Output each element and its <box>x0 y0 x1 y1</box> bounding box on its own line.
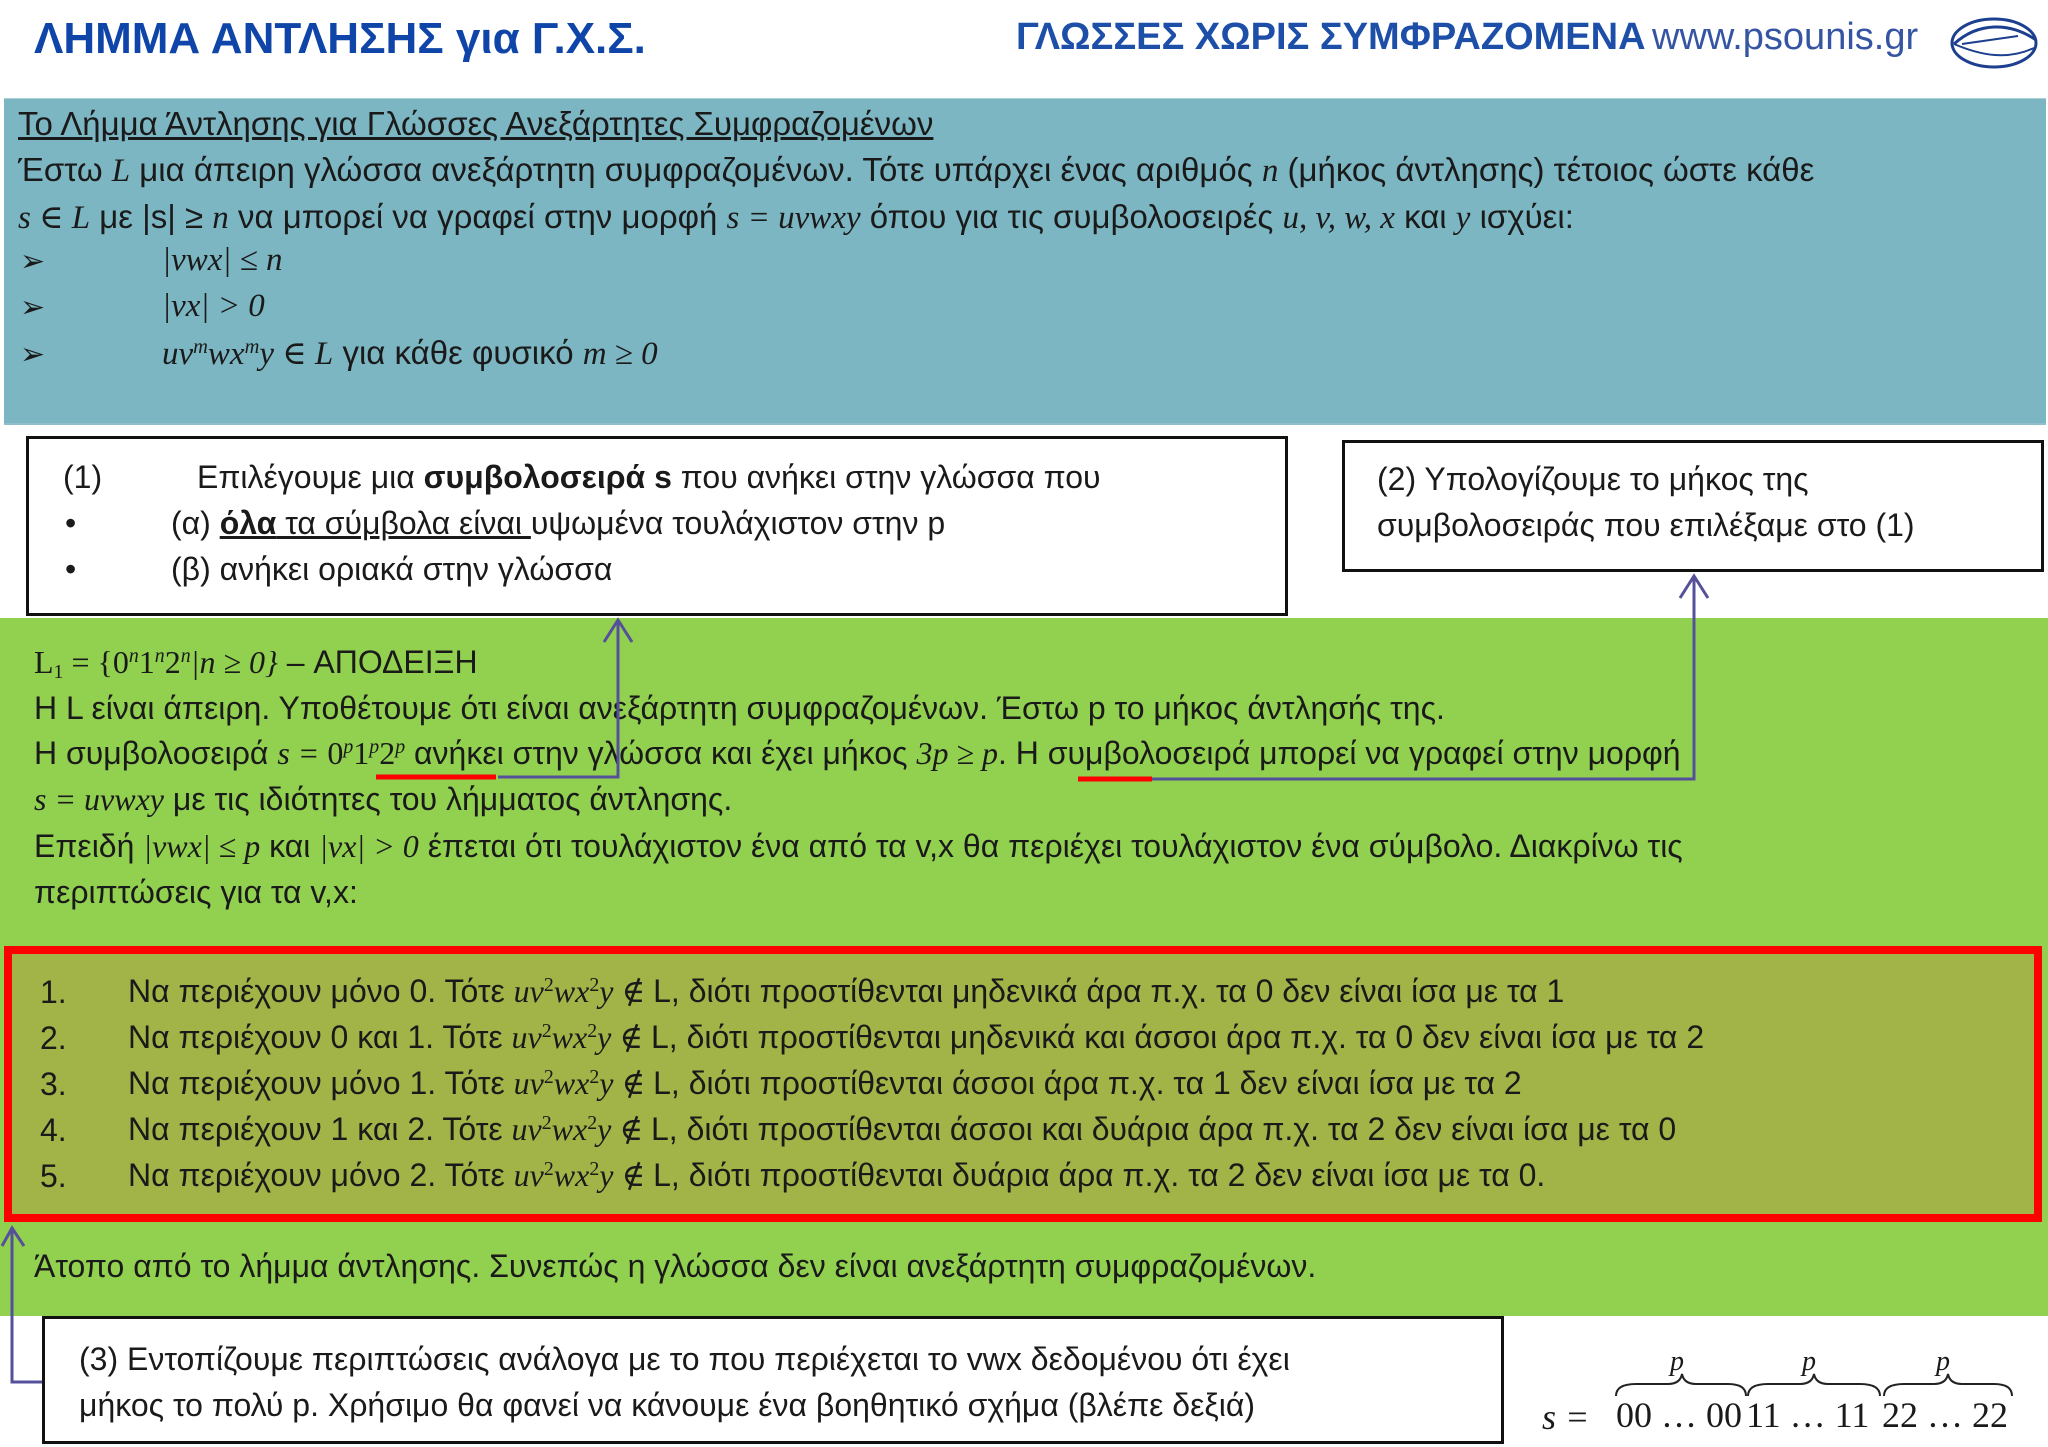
proof-line-2: Η L είναι άπειρη. Υποθέτουμε ότι είναι ανεξάρτητη συμφραζομένων. Έστω p το μήκος άντλησής της. <box>34 690 1445 726</box>
case-number: 2. <box>40 1020 67 1056</box>
diagram-segment-twos: 22 … 22 <box>1882 1395 2008 1435</box>
condition-1: |vwx| ≤ n <box>162 242 283 278</box>
bullet-dot-icon: • <box>65 551 77 587</box>
site-url: www.psounis.gr <box>1652 16 1919 58</box>
proof-conclusion: Άτοπο από το λήμμα άντλησης. Συνεπώς η γλώσσα δεν είναι ανεξάρτητη συμφραζομένων. <box>34 1248 1317 1284</box>
step-1-number: (1) <box>63 459 103 495</box>
proof-line-5: Επειδή |vwx| ≤ p και |vx| > 0 έπεται ότι τουλάχιστον ένα από τα v,x θα περιέχει τουλάχιστον ένα σύμβολο. Διακρίνω τις <box>34 828 1683 864</box>
cases-box <box>4 946 2042 1222</box>
brace-label-p: p <box>1802 1346 1816 1377</box>
step-1-intro: Επιλέγουμε μια συμβολοσειρά s που ανήκει στην γλώσσα που <box>197 459 1101 495</box>
brace-label-p: p <box>1670 1346 1684 1377</box>
step-2-line-2: συμβολοσειράς που επιλέξαμε στο (1) <box>1377 507 1915 543</box>
case-number: 5. <box>40 1158 67 1194</box>
step-1-item-b: (β) ανήκει οριακά στην γλώσσα <box>171 551 613 587</box>
theorem-title: Το Λήμμα Άντλησης για Γλώσσες Ανεξάρτητες Συμφραζομένων <box>18 105 934 142</box>
psounis-logo-icon <box>1948 14 2040 72</box>
diagram-segment-ones: 11 … 11 <box>1746 1395 1870 1435</box>
string-diagram <box>1536 1346 2048 1446</box>
case-item: Να περιέχουν 1 και 2. Τότε $uv^2wx^2y$ ∉ L, διότι προστίθενται άσσοι και δυάρια άρα π.χ. τα 2 δεν είναι ίσα με τα 0 <box>128 1111 1677 1147</box>
step-3-line-1: (3) Εντοπίζουμε περιπτώσεις ανάλογα με το που περιέχεται το vwx δεδομένου ότι έχει <box>79 1341 1290 1377</box>
overbrace-icon <box>1536 1346 2048 1446</box>
case-item: Να περιέχουν 0 και 1. Τότε $uv^2wx^2y$ ∉ L, διότι προστίθενται μηδενικά και άσσοι άρα π.χ. τα 0 δεν είναι ίσα με τα 2 <box>128 1019 1705 1055</box>
proof-line-6: περιπτώσεις για τα v,x: <box>34 874 358 910</box>
slide-title: ΛΗΜΜΑ ΑΝΤΛΗΣΗΣ για Γ.Χ.Σ. <box>34 14 646 63</box>
step-1-item-a: (α) όλα τα σύμβολα είναι υψωμένα τουλάχιστον στην p <box>171 505 946 541</box>
theorem-box <box>4 98 2046 425</box>
diagram-segment-zeros: 00 … 00 <box>1616 1395 1742 1435</box>
case-number: 3. <box>40 1066 67 1102</box>
theorem-line-1: Έστω L μια άπειρη γλώσσα ανεξάρτητη συμφραζομένων. Τότε υπάρχει ένας αριθμός n (μήκος άντλησης) τέτοιος ώστε κάθε <box>18 151 1815 189</box>
proof-line-4: s = uvwxy με τις ιδιότητες του λήμματος άντλησης. <box>34 781 733 817</box>
diagram-s-equals: s = <box>1542 1397 1590 1437</box>
step-2-box <box>1342 440 2044 572</box>
arrow-bullet-icon: ➢ <box>20 338 46 371</box>
proof-line-3: Η συμβολοσειρά $s = 0^p1^p2^p$ ανήκει στην γλώσσα και έχει μήκος 3p ≥ p. Η συμβολοσειρά μπορεί να γραφεί στην μορφή <box>34 735 1681 771</box>
arrow-bullet-icon: ➢ <box>20 291 46 324</box>
step-2-line-1: (2) Υπολογίζουμε το μήκος της <box>1377 461 1809 497</box>
case-item: Να περιέχουν μόνο 1. Τότε $uv^2wx^2y$ ∉ L, διότι προστίθενται άσσοι άρα π.χ. τα 1 δεν είναι ίσα με τα 2 <box>128 1065 1522 1101</box>
condition-3: $uv^mwx^my$ ∈ L για κάθε φυσικό m ≥ 0 <box>162 334 658 372</box>
language-definition: $L_1 = \{0^n1^n2^n|n \ge 0\} - A\Pi O\Delta EI\Xi H$ <box>34 644 478 683</box>
arrow-bullet-icon: ➢ <box>20 245 46 278</box>
step-3-box <box>42 1316 1504 1444</box>
case-item: Να περιέχουν μόνο 0. Τότε $uv^2wx^2y$ ∉ L, διότι προστίθενται μηδενικά άρα π.χ. τα 0 δεν είναι ίσα με τα 1 <box>128 973 1565 1009</box>
case-number: 1. <box>40 974 67 1010</box>
brace-label-p: p <box>1936 1346 1950 1377</box>
bullet-dot-icon: • <box>65 505 77 541</box>
case-number: 4. <box>40 1112 67 1148</box>
case-item: Να περιέχουν μόνο 2. Τότε $uv^2wx^2y$ ∉ L, διότι προστίθενται δυάρια άρα π.χ. τα 2 δεν είναι ίσα με τα 0. <box>128 1157 1546 1193</box>
theorem-line-2: s ∈ L με |s| ≥ n να μπορεί να γραφεί στην μορφή s = uvwxy όπου για τις συμβολοσειρές u, v, w, x και y ισχύει: <box>18 198 1574 236</box>
step-1-box <box>26 436 1288 616</box>
step-3-line-2: μήκος το πολύ p. Χρήσιμο θα φανεί να κάνουμε ένα βοηθητικό σχήμα (βλέπε δεξιά) <box>79 1387 1255 1423</box>
section-title: ΓΛΩΣΣΕΣ ΧΩΡΙΣ ΣΥΜΦΡΑΖΟΜΕΝΑ <box>1016 16 1646 58</box>
condition-2: |vx| > 0 <box>162 288 265 324</box>
